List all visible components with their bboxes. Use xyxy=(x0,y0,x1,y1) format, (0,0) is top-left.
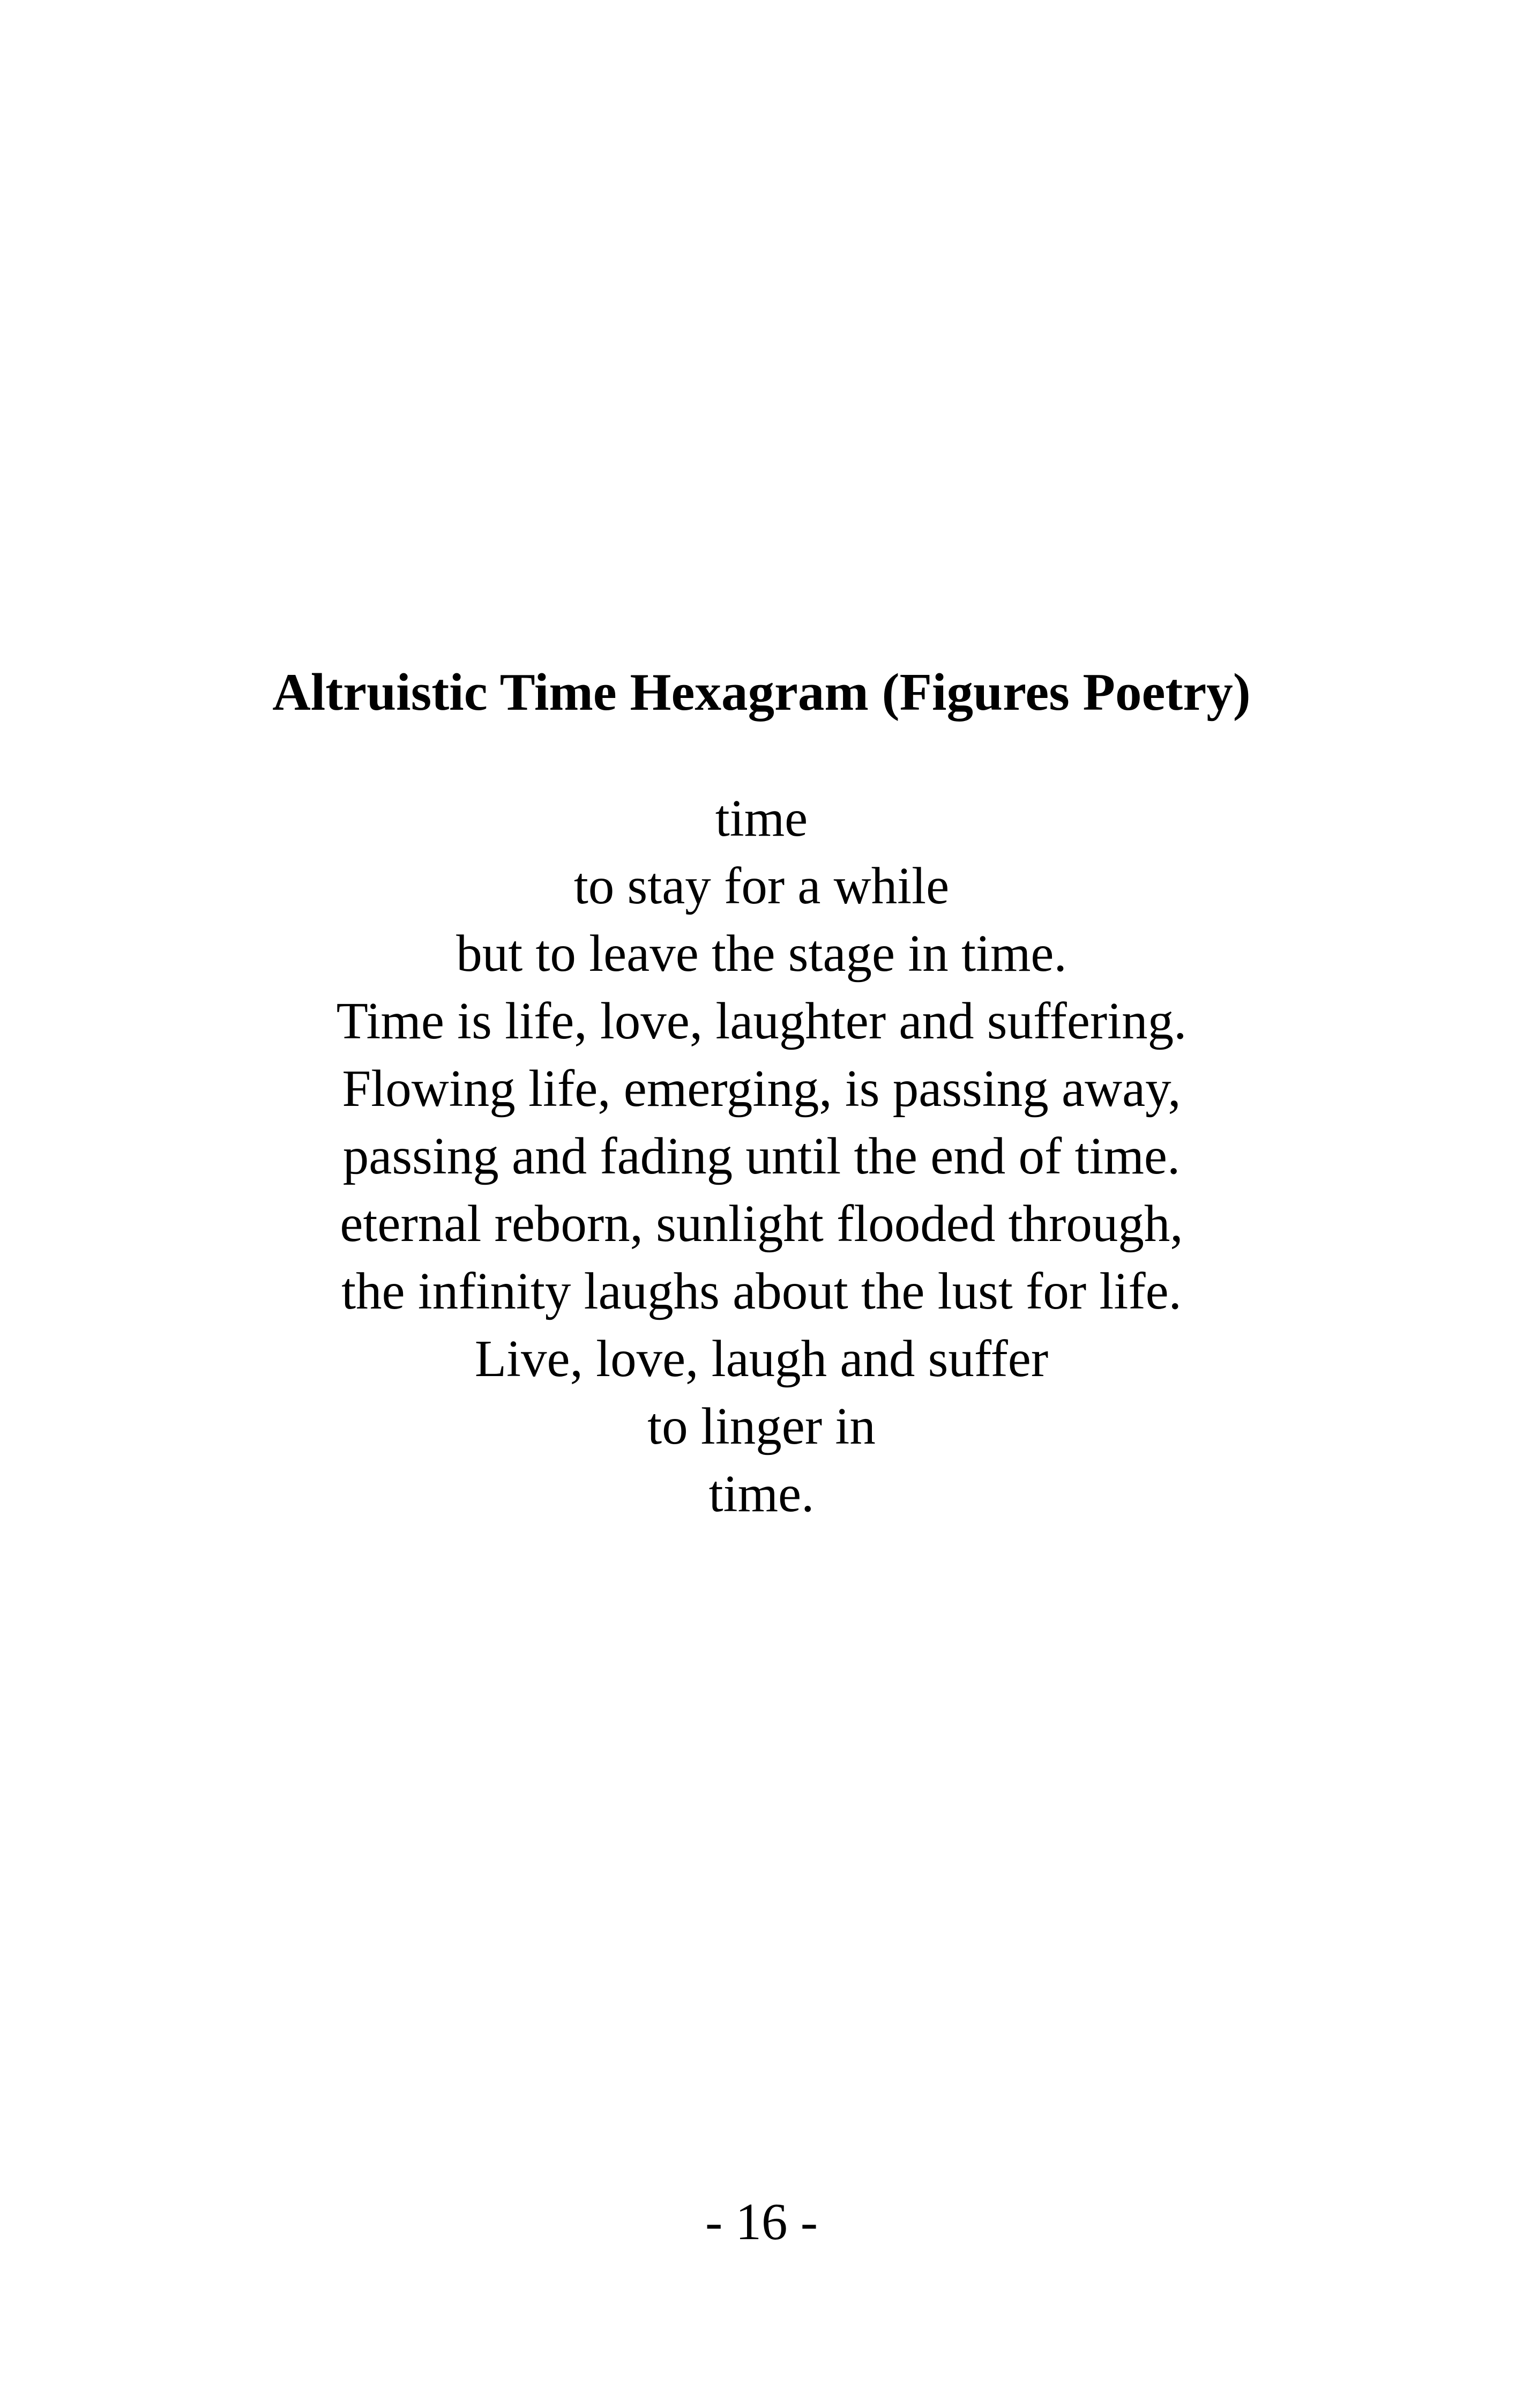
page-number: - 16 - xyxy=(705,2193,818,2250)
poem-line: to linger in xyxy=(647,1398,876,1455)
poem-line: but to leave the stage in time. xyxy=(456,925,1067,982)
poem-line: Time is life, love, laughter and suffering. xyxy=(336,992,1187,1050)
poem-line: time xyxy=(715,790,808,847)
poem-title: Altruistic Time Hexagram (Figures Poetry) xyxy=(272,663,1251,722)
poem-line: Flowing life, emerging, is passing away, xyxy=(342,1060,1181,1117)
poem-body xyxy=(0,785,1523,1528)
poem-line: time. xyxy=(708,1465,815,1522)
poem-line: to stay for a while xyxy=(573,857,950,915)
poem-line: Live, love, laugh and suffer xyxy=(474,1330,1049,1387)
poem-line: the infinity laughs about the lust for life. xyxy=(341,1262,1182,1320)
poem-line: eternal reborn, sunlight flooded through, xyxy=(340,1195,1183,1252)
poem-line: passing and fading until the end of time. xyxy=(342,1127,1181,1185)
